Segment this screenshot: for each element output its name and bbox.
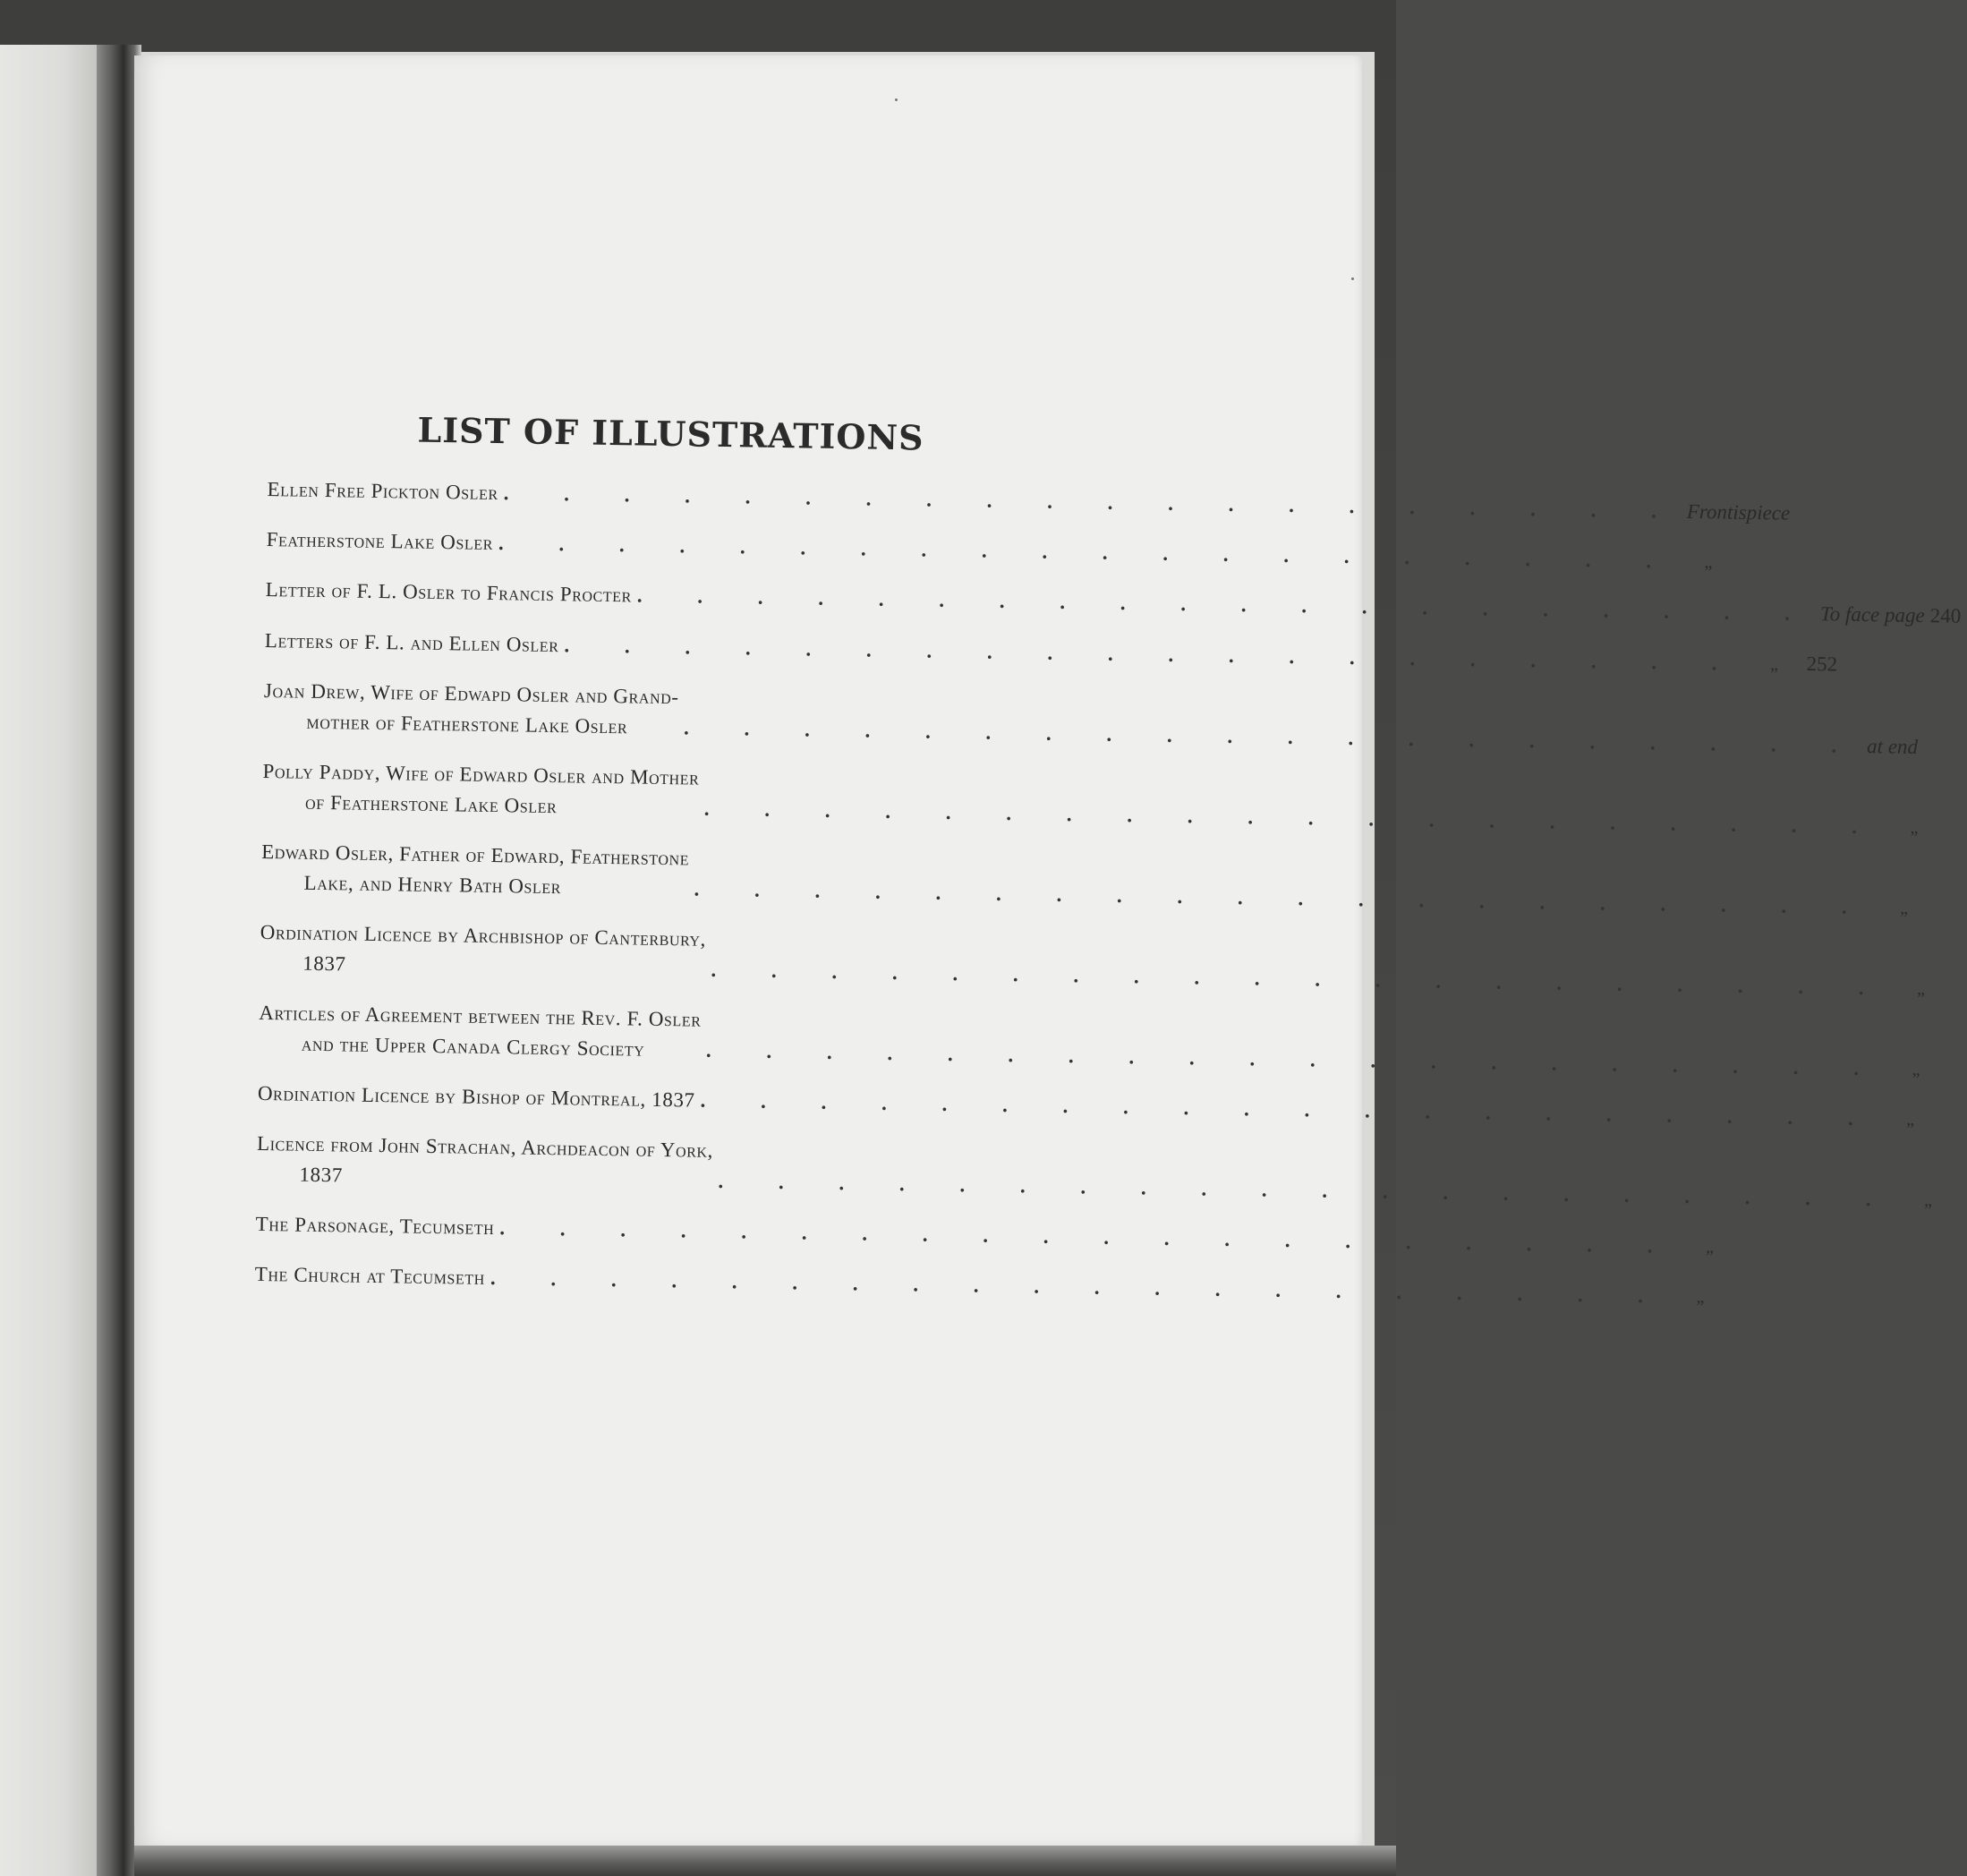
entries-container — [254, 474, 1962, 1308]
page-number: 240 — [1929, 604, 1962, 627]
entry-title-line: Ordination Licence by Archbishop of Canterbury, — [260, 920, 707, 951]
ditto-mark: „ — [1704, 552, 1713, 573]
entry-title-line: Joan Drew, Wife of Edwapd Osler and Grand- — [263, 678, 679, 709]
entry-title — [258, 1079, 695, 1116]
page-reference — [1747, 648, 1837, 681]
ditto-mark: „ — [1906, 1109, 1915, 1130]
entry-title-line: The Church at Tecumseth — [254, 1262, 486, 1289]
entry-title — [263, 676, 679, 743]
page-reference — [1682, 1232, 1737, 1263]
paper-speck — [1351, 277, 1354, 280]
leader-dots: . . . . . . . . . . . . . . . . . . . . — [636, 584, 1816, 626]
ditto-mark: „ — [1910, 817, 1919, 839]
entry-title — [259, 998, 702, 1066]
leader-dots: . . . . . . . . . . . . . . . . . . . . — [700, 1088, 1878, 1130]
page-reference — [1682, 547, 1736, 578]
page-number: 252 — [1806, 652, 1838, 676]
illustration-entry — [254, 1259, 1705, 1308]
entry-title — [265, 626, 559, 661]
illustration-entry — [262, 756, 1919, 839]
illustration-entry — [255, 1209, 1715, 1258]
entry-title-line: Ordination Licence by Bishop of Montreal, 1837 — [257, 1081, 695, 1112]
leader-dots: . . . . . . . . . . . . . . . . . . . . — [683, 716, 1862, 758]
paper-speck — [895, 98, 898, 101]
entry-title — [256, 1129, 713, 1197]
ditto-mark: „ — [1696, 1287, 1705, 1308]
leader-dots: . . . . . . . . . . . . . . . . . . . . — [498, 532, 1677, 573]
page-reference — [1889, 1054, 1944, 1086]
illustrations-list — [254, 407, 1962, 1322]
page-bottom-edge — [134, 1846, 1396, 1876]
ditto-mark: „ — [1912, 1059, 1920, 1080]
entry-title — [262, 756, 700, 824]
page-reference — [1883, 1104, 1937, 1135]
illustration-entry — [266, 524, 1713, 573]
illustration-entry — [260, 837, 1909, 919]
ditto-mark: „ — [1916, 979, 1926, 1000]
ditto-mark: „ — [1770, 654, 1779, 675]
illustration-entry — [260, 917, 1926, 1000]
illustration-entry — [265, 575, 1962, 627]
leader-dots: . . . . . . . . . . . . . . . . . . . . — [490, 1266, 1669, 1308]
leader-dots: . . . . . . . . . . . . . . . . . . . . — [718, 1170, 1896, 1211]
entry-title-line: The Parsonage, Tecumseth — [255, 1212, 495, 1240]
entry-title — [260, 917, 706, 985]
entry-title-line: Letter of F. L. Osler to Francis Procter — [265, 577, 633, 607]
page-reference — [1673, 1282, 1728, 1313]
entry-title-line: Edward Osler, Father of Edward, Featherstone — [261, 840, 690, 870]
entry-title-line: of Featherstone Lake Osler — [304, 790, 558, 818]
entry-title — [266, 524, 493, 559]
page-reference — [1820, 599, 1962, 631]
illustration-entry — [257, 1079, 1915, 1130]
leader-dots: . . . . . . . . . . . . . . . . . . . . — [703, 797, 1883, 839]
entry-title-line: Letters of F. L. and Ellen Osler — [264, 628, 559, 657]
entry-title-line: 1837 — [299, 1163, 344, 1187]
entry-title-line: 1837 — [302, 951, 346, 976]
ditto-mark: „ — [1900, 898, 1909, 918]
ditto-mark: „ — [1705, 1237, 1715, 1258]
ditto-mark: „ — [1923, 1190, 1933, 1211]
page-reference — [1687, 497, 1791, 529]
left-page-edge — [0, 45, 107, 1876]
entry-title-line: Polly Paddy, Wife of Edward Osler and Mother — [262, 759, 700, 789]
illustration-entry — [264, 625, 1838, 676]
leader-dots: . . . . . . . . . . . . . . . . . . . . — [564, 634, 1742, 675]
entry-title-line: and the Upper Canada Clergy Society — [301, 1032, 645, 1061]
page-reference — [1901, 1185, 1955, 1216]
page-reference — [1894, 974, 1948, 1005]
page-reference — [1867, 731, 1918, 763]
leader-dots: . . . . . . . . . . . . . . . . . . . . — [503, 482, 1682, 523]
page-reference-label: To face page — [1819, 602, 1925, 627]
entry-title-line: Lake, and Henry Bath Osler — [303, 871, 562, 899]
page-reference-label: at end — [1866, 735, 1919, 758]
illustration-entry — [263, 676, 1919, 758]
leader-dots: . . . . . . . . . . . . . . . . . . . . — [711, 958, 1889, 1000]
entry-title-line: Articles of Agreement between the Rev. F. Osler — [259, 1001, 702, 1031]
page-reference — [1877, 892, 1931, 924]
page-reference-label: Frontispiece — [1686, 499, 1791, 524]
page-title: LIST OF ILLUSTRATIONS — [417, 409, 924, 458]
entry-title-line: Licence from John Strachan, Archdeacon of York, — [256, 1131, 714, 1162]
leader-dots: . . . . . . . . . . . . . . . . . . . . — [694, 877, 1872, 919]
page-reference — [1887, 812, 1942, 843]
leader-dots: . . . . . . . . . . . . . . . . . . . . — [499, 1216, 1678, 1258]
entry-title — [266, 575, 633, 610]
illustration-entry — [267, 474, 1791, 524]
leader-dots: . . . . . . . . . . . . . . . . . . . . — [705, 1038, 1885, 1080]
entry-title — [267, 474, 498, 508]
illustration-entry — [259, 998, 1920, 1080]
entry-title — [255, 1209, 494, 1243]
entry-title-line: Ellen Free Pickton Osler — [267, 477, 498, 505]
entry-title-line: Featherstone Lake Osler — [266, 527, 494, 554]
entry-title — [255, 1259, 486, 1293]
entry-title-line: mother of Featherstone Lake Osler — [306, 710, 628, 738]
illustration-entry — [256, 1129, 1933, 1211]
entry-title — [260, 837, 689, 904]
